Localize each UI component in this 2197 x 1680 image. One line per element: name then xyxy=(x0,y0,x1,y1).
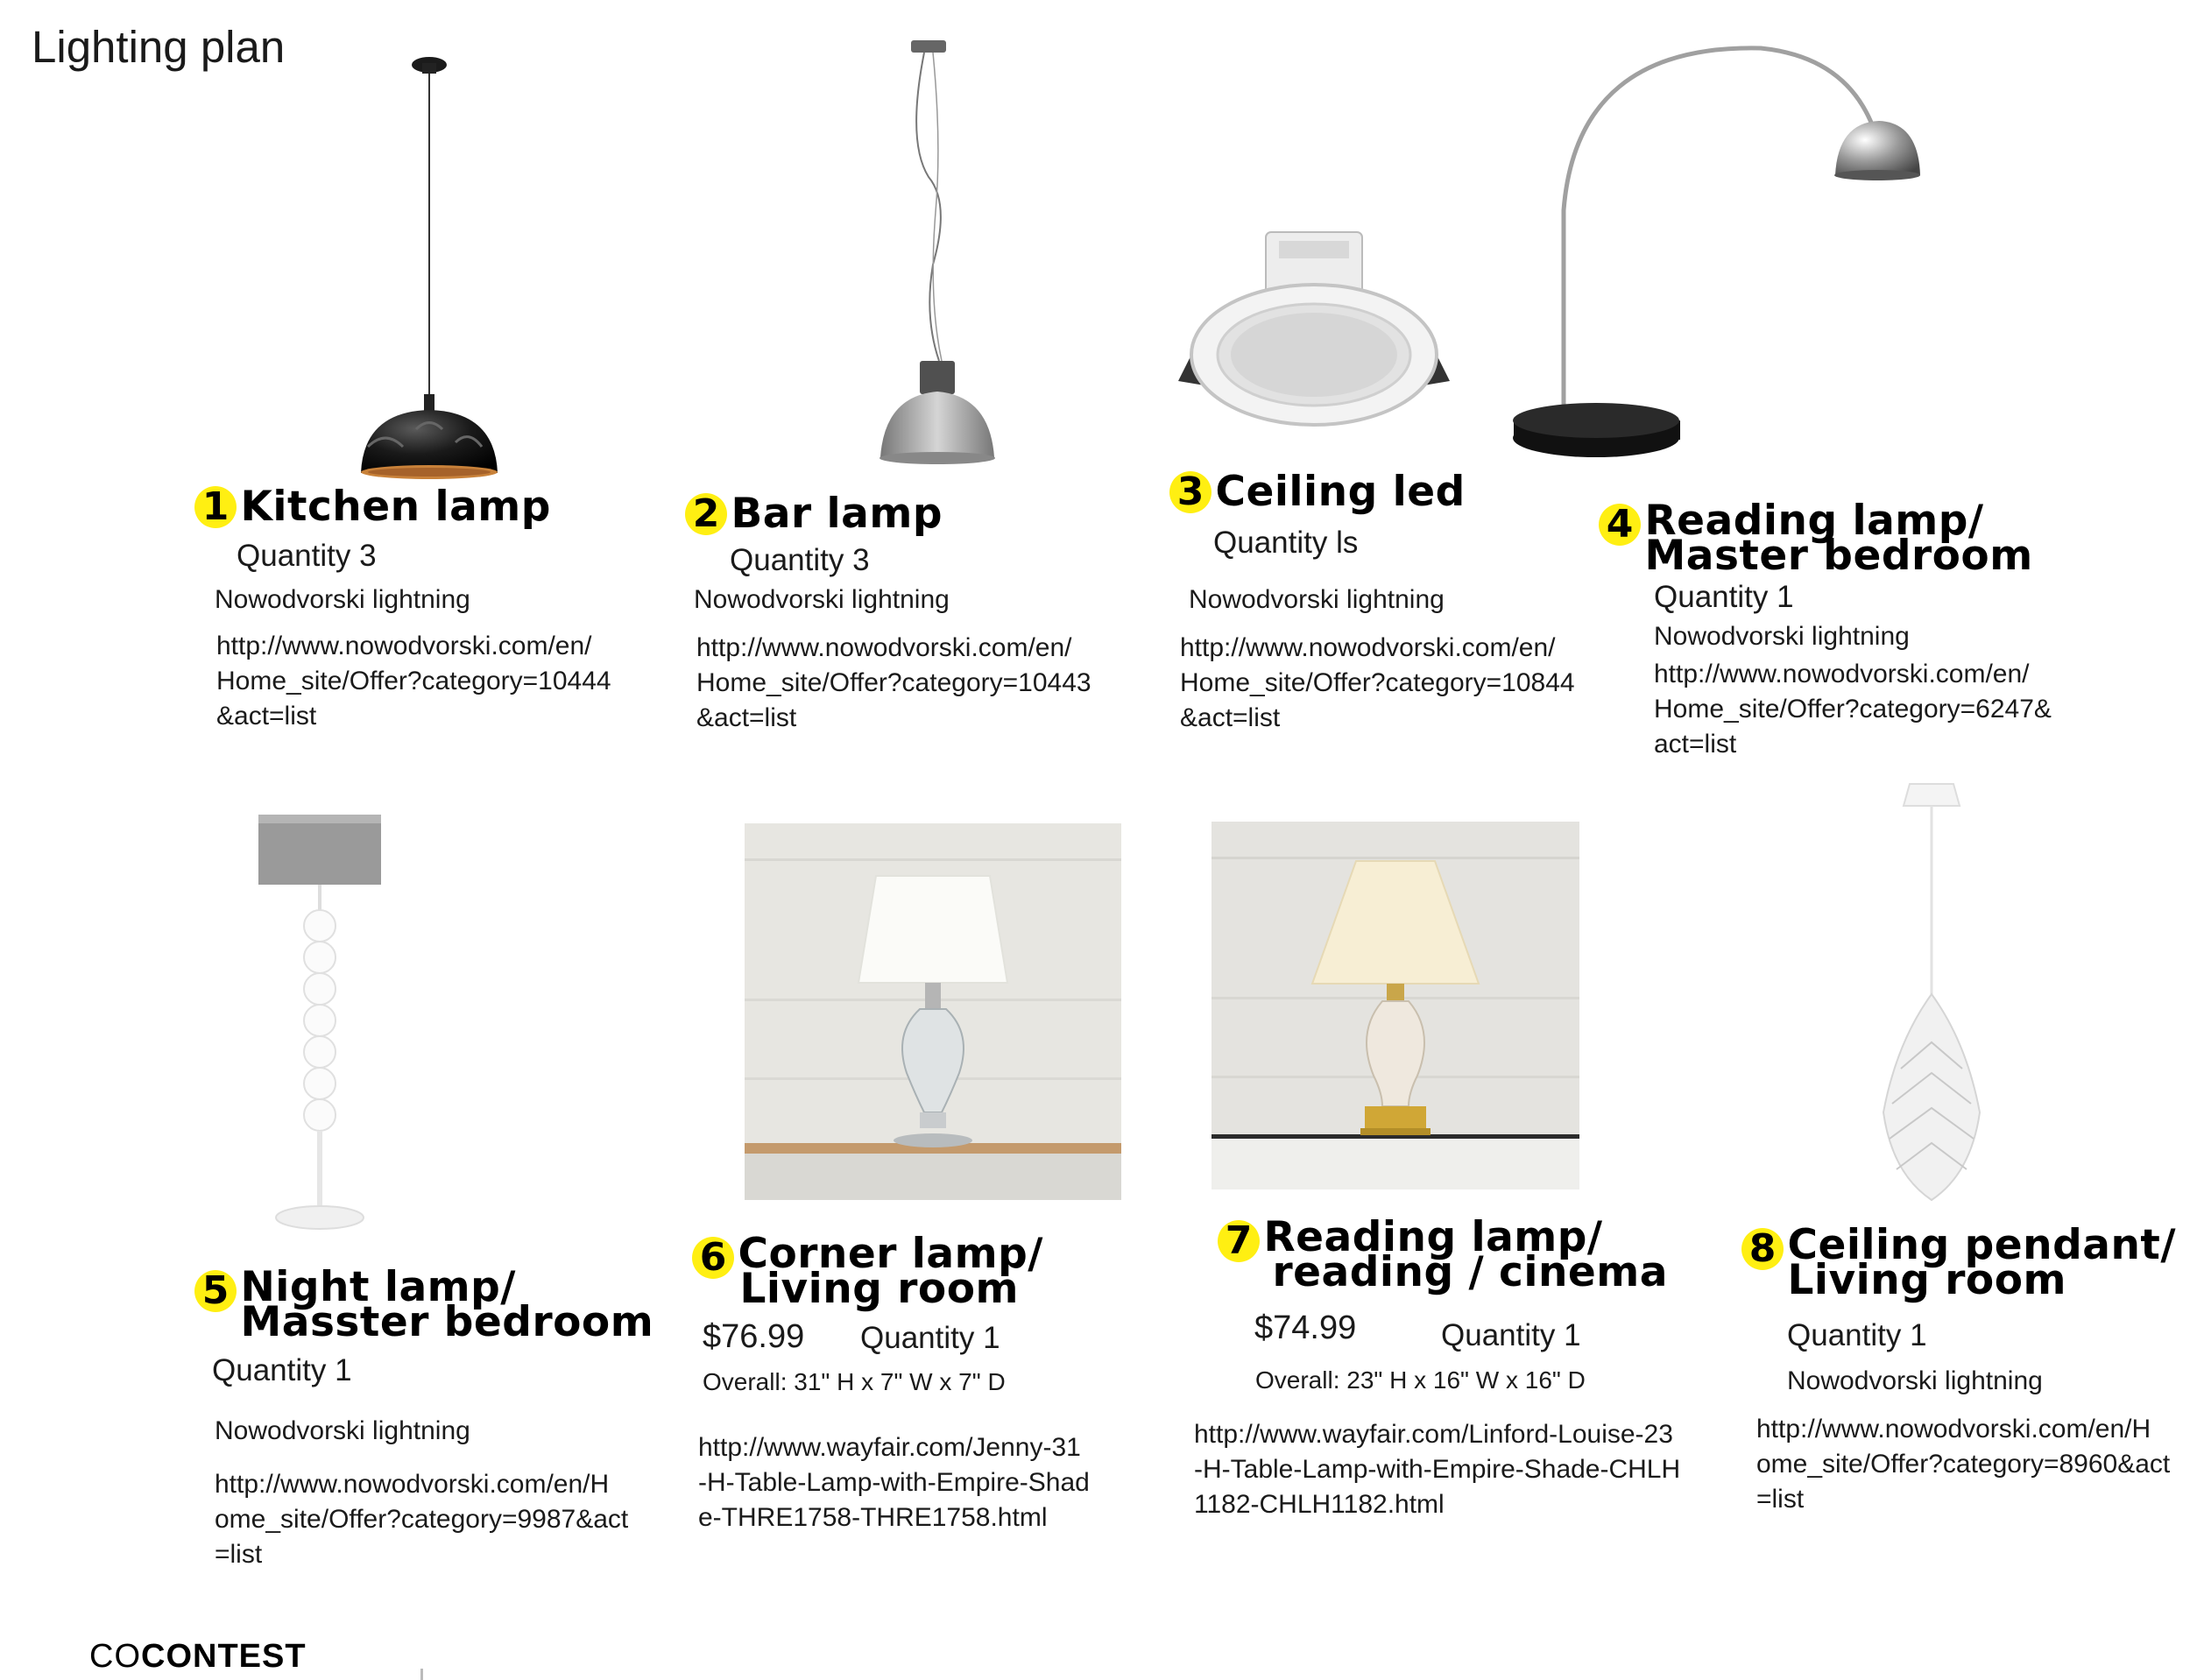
night-lamp-image xyxy=(250,810,390,1239)
item-name-line-2: Living room xyxy=(739,1265,1019,1313)
item-name-line-1: Corner lamp/ xyxy=(738,1230,1043,1278)
item-name-line-1: Ceiling pendant/ xyxy=(1787,1221,2177,1269)
item-url[interactable]: http://www.nowodvorski.com/en/ Home_site/Offer?category=6247& act=list xyxy=(1654,660,2052,759)
logo-part-2: CONTEST xyxy=(141,1638,307,1675)
item-number-badge: 2 xyxy=(685,493,727,535)
item-url[interactable]: http://www.nowodvorski.com/en/H ome_site/Offer?category=9987&act =list xyxy=(215,1470,629,1569)
item-brand: Nowodvorski lightning xyxy=(694,585,950,614)
item-number-badge: 8 xyxy=(1741,1228,1784,1270)
item-number-badge: 7 xyxy=(1218,1220,1260,1262)
item-8-heading xyxy=(1741,1221,2177,1304)
item-name-line-2: Living room xyxy=(1787,1256,2066,1304)
item-quantity: Quantity 1 xyxy=(1441,1318,1581,1352)
item-dimensions: Overall: 23" H x 16" W x 16" D xyxy=(1255,1366,1586,1394)
ceiling-led-image xyxy=(1174,223,1463,434)
item-3-heading xyxy=(1169,468,1466,516)
item-url[interactable]: http://www.nowodvorski.com/en/H ome_site/Offer?category=8960&act =list xyxy=(1756,1415,2171,1514)
item-name-line-1: Reading lamp/ xyxy=(1644,497,1984,545)
item-name: Bar lamp xyxy=(731,490,943,538)
item-brand: Nowodvorski lightning xyxy=(215,1416,470,1445)
item-quantity: Quantity 3 xyxy=(237,539,377,573)
item-url[interactable]: http://www.wayfair.com/Jenny-31 -H-Table-Lamp-with-Empire-Shad e-THRE1758-THRE1758.html xyxy=(698,1433,1090,1532)
item-6-heading xyxy=(692,1230,1043,1313)
item-price: $76.99 xyxy=(703,1318,805,1355)
item-number-badge: 1 xyxy=(194,486,237,528)
item-url[interactable]: http://www.nowodvorski.com/en/ Home_site/Offer?category=10443 &act=list xyxy=(696,633,1091,732)
item-name: Kitchen lamp xyxy=(240,483,551,531)
item-number-badge: 3 xyxy=(1169,471,1212,513)
item-name-line-2: reading / cinema xyxy=(1272,1248,1668,1296)
item-name-line-2: Master bedroom xyxy=(1644,532,2033,580)
item-5-heading xyxy=(194,1263,654,1346)
item-name: Ceiling led xyxy=(1215,468,1466,516)
item-name-line-2: Masster bedroom xyxy=(240,1298,654,1346)
item-quantity: Quantity ls xyxy=(1213,526,1359,560)
item-dimensions: Overall: 31" H x 7" W x 7" D xyxy=(703,1368,1006,1395)
reading-cinema-lamp-image xyxy=(1212,822,1579,1189)
arc-reading-lamp-image xyxy=(1498,35,1936,464)
kitchen-lamp-image xyxy=(333,44,526,482)
footer-divider xyxy=(420,1669,423,1680)
logo-part-1: CO xyxy=(89,1638,141,1675)
item-quantity: Quantity 1 xyxy=(212,1353,352,1387)
bar-lamp-image xyxy=(841,37,1034,475)
item-2-heading xyxy=(685,490,943,538)
corner-lamp-image xyxy=(745,823,1121,1200)
item-4-heading xyxy=(1599,497,2033,580)
item-1-heading xyxy=(194,483,551,531)
item-name-line-1: Reading lamp/ xyxy=(1263,1213,1603,1261)
item-number-badge: 4 xyxy=(1599,504,1641,546)
item-brand: Nowodvorski lightning xyxy=(215,585,470,614)
item-brand: Nowodvorski lightning xyxy=(1654,622,1910,651)
item-url[interactable]: http://www.nowodvorski.com/en/ Home_site/Offer?category=10444 &act=list xyxy=(216,632,611,731)
item-number-badge: 6 xyxy=(692,1237,734,1279)
item-7-heading xyxy=(1218,1213,1668,1296)
page-title: Lighting plan xyxy=(32,22,286,72)
item-quantity: Quantity 3 xyxy=(730,543,870,577)
item-url[interactable]: http://www.wayfair.com/Linford-Louise-23 -H-Table-Lamp-with-Empire-Shade-CHLH 1182-CHLH1182.html xyxy=(1194,1420,1681,1519)
item-price: $74.99 xyxy=(1254,1309,1357,1346)
item-url[interactable]: http://www.nowodvorski.com/en/ Home_site/Offer?category=10844 &act=list xyxy=(1180,633,1575,732)
cocontest-logo xyxy=(89,1638,307,1676)
item-quantity: Quantity 1 xyxy=(1787,1318,1927,1352)
item-number-badge: 5 xyxy=(194,1270,237,1312)
item-name-line-1: Night lamp/ xyxy=(240,1263,516,1311)
item-quantity: Quantity 1 xyxy=(860,1321,1000,1355)
item-quantity: Quantity 1 xyxy=(1654,580,1794,614)
item-brand: Nowodvorski lightning xyxy=(1189,585,1445,614)
ceiling-pendant-image xyxy=(1861,780,2002,1209)
item-brand: Nowodvorski lightning xyxy=(1787,1366,2043,1395)
